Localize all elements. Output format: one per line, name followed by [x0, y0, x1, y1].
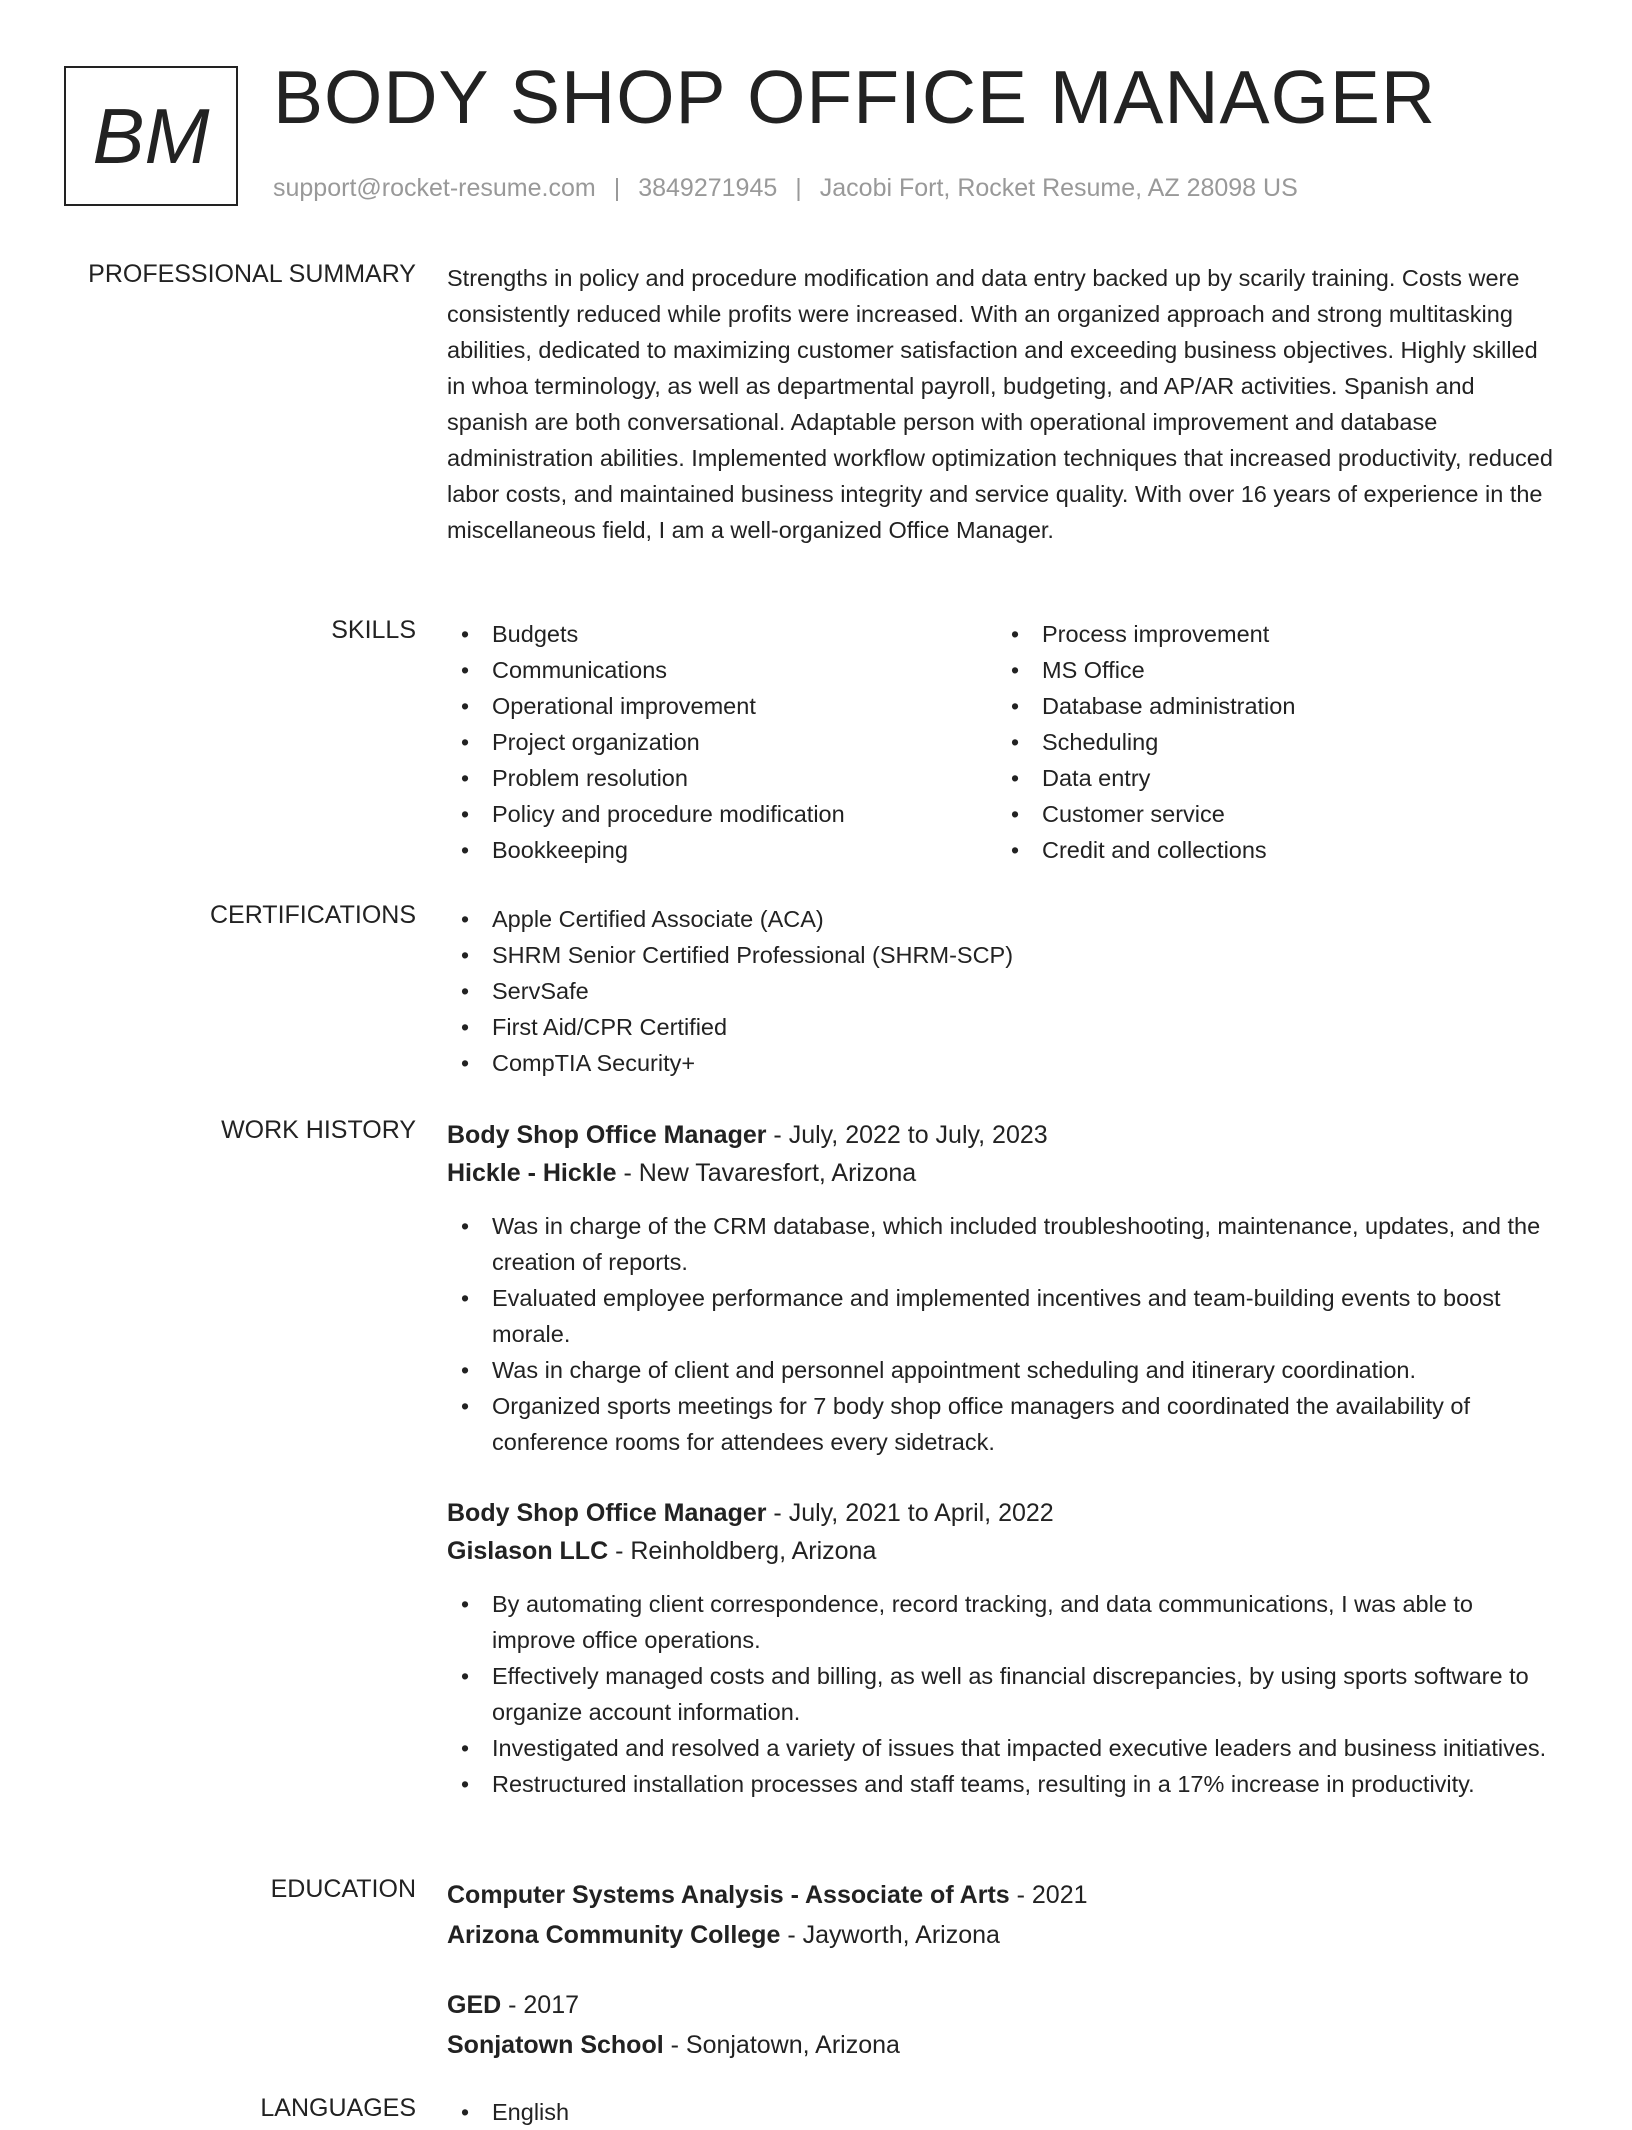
job-bullet: • By automating client correspondence, record tracking, and data communications, I was able to improve office operations. — [447, 1586, 1559, 1658]
contact-separator: | — [613, 174, 621, 202]
summary-text: Strengths in policy and procedure modification and data entry backed up by scarily training. Costs were consistently reduced while profits were increased. With an organized approach and strong multitasking abilities, dedicated to maximizing customer satisfaction and exceeding business objectives. Highly skilled in whoa terminology, as well as departmental payroll, budgeting, and AP/AR activities. Spanish and spanish are both conversational. Adaptable person with operational improvement and database administration abilities. Implemented workflow optimization techniques that increased productivity, reduced labor costs, and maintained business integrity and service quality. With over 16 years of experience in the miscellaneous field, I am a well-organized Office Manager. — [447, 265, 1553, 543]
skill-item: • Scheduling — [997, 724, 1547, 760]
education-school: Arizona Community College — [447, 1921, 781, 1949]
job-entry — [447, 1494, 1559, 1802]
skill-item: • Bookkeeping — [447, 832, 997, 868]
contact-email[interactable]: support@rocket-resume.com — [273, 174, 596, 202]
skill-item: • Database administration — [997, 688, 1547, 724]
section-label: CERTIFICATIONS — [209, 901, 416, 929]
job-bullet: • Was in charge of the CRM database, which included troubleshooting, maintenance, updates, and the creation of reports. — [447, 1208, 1559, 1280]
job-company: Gislason LLC — [447, 1537, 609, 1565]
contact-separator: | — [795, 174, 802, 202]
skills-list-left — [447, 616, 997, 868]
job-bullet: • Organized sports meetings for 7 body shop office managers and coordinated the availability of conference rooms for attendees every sidetrack. — [447, 1388, 1559, 1460]
job-bullet: • Was in charge of client and personnel appointment scheduling and itinerary coordination. — [447, 1352, 1559, 1388]
education-degree: GED — [447, 1991, 502, 2019]
job-bullet: • Effectively managed costs and billing, as well as financial discrepancies, by using sports software to organize account information. — [447, 1658, 1559, 1730]
job-bullet: • Evaluated employee performance and implemented incentives and team-building events to boost morale. — [447, 1280, 1559, 1352]
job-location: - New Tavaresfort, Arizona — [616, 1159, 917, 1187]
contact-line — [273, 174, 1298, 203]
skill-item: • Budgets — [447, 616, 997, 652]
education-location: - Jayworth, Arizona — [780, 1921, 1000, 1949]
job-entry — [447, 1116, 1559, 1460]
languages-list — [447, 2094, 1559, 2130]
certifications-list — [447, 901, 1559, 1081]
skill-item: • Process improvement — [997, 616, 1547, 652]
job-bullet: • Investigated and resolved a variety of issues that impacted executive leaders and business initiatives. — [447, 1730, 1559, 1766]
education-year: - 2017 — [501, 1991, 580, 2019]
skill-item: • Data entry — [997, 760, 1547, 796]
skill-item: • Problem resolution — [447, 760, 997, 796]
contact-address: Jacobi Fort, Rocket Resume, AZ 28098 US — [819, 174, 1298, 202]
education-degree: Computer Systems Analysis - Associate of Arts — [447, 1881, 1010, 1909]
job-title: Body Shop Office Manager — [447, 1121, 767, 1149]
section-label: EDUCATION — [270, 1875, 416, 1903]
certification-item: • CompTIA Security+ — [447, 1045, 1559, 1081]
skill-item: • Communications — [447, 652, 997, 688]
education-entry — [447, 1875, 1559, 1955]
monogram-logo: BM — [64, 66, 238, 206]
job-bullets — [447, 1208, 1559, 1460]
skill-item: • Operational improvement — [447, 688, 997, 724]
skill-item: • Customer service — [997, 796, 1547, 832]
contact-phone[interactable]: 3849271945 — [638, 174, 778, 202]
skill-item: • MS Office — [997, 652, 1547, 688]
job-bullets — [447, 1586, 1559, 1802]
skill-item: • Policy and procedure modification — [447, 796, 997, 832]
certification-item: • Apple Certified Associate (ACA) — [447, 901, 1559, 937]
certification-item: • SHRM Senior Certified Professional (SHRM-SCP) — [447, 937, 1559, 973]
section-label: SKILLS — [331, 616, 416, 644]
skill-item: • Project organization — [447, 724, 997, 760]
job-dates: - July, 2022 to July, 2023 — [766, 1121, 1048, 1149]
page-title: BODY SHOP OFFICE MANAGER — [273, 55, 1437, 139]
job-bullet: • Restructured installation processes and staff teams, resulting in a 17% increase in productivity. — [447, 1766, 1559, 1802]
job-dates: - July, 2021 to April, 2022 — [766, 1499, 1054, 1527]
education-entry — [447, 1985, 1559, 2065]
job-company: Hickle - Hickle — [447, 1159, 617, 1187]
education-year: - 2021 — [1009, 1881, 1088, 1909]
education-location: - Sonjatown, Arizona — [663, 2031, 900, 2059]
job-location: - Reinholdberg, Arizona — [608, 1537, 877, 1565]
education-school: Sonjatown School — [447, 2031, 664, 2059]
language-item: • English — [447, 2094, 1559, 2130]
section-label: WORK HISTORY — [221, 1116, 416, 1144]
job-title: Body Shop Office Manager — [447, 1499, 767, 1527]
skills-list-right — [997, 616, 1547, 868]
section-label: LANGUAGES — [260, 2094, 416, 2122]
skill-item: • Credit and collections — [997, 832, 1547, 868]
certification-item: • ServSafe — [447, 973, 1559, 1009]
section-label: PROFESSIONAL SUMMARY — [88, 260, 416, 288]
certification-item: • First Aid/CPR Certified — [447, 1009, 1559, 1045]
